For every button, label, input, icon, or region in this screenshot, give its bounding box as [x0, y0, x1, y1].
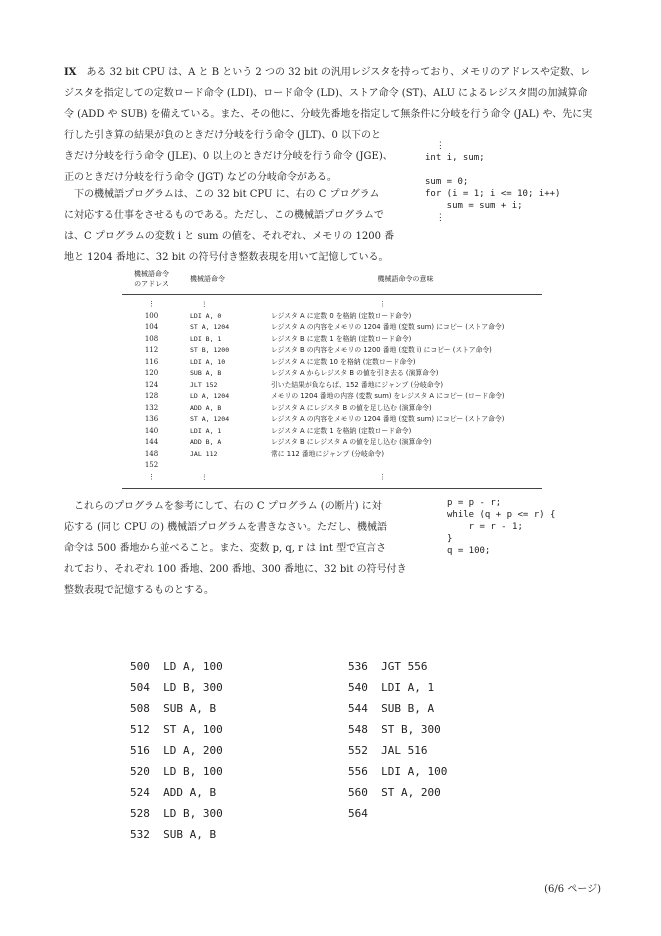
table-row — [122, 437, 542, 449]
meaning-cell: レジスタ A の内容をメモリの 1204 番地 (変数 sum) にコピー (ストア命令) — [271, 323, 505, 331]
answer-instruction: ADD A, B — [163, 786, 217, 799]
answer-instruction: ST A, 200 — [381, 786, 441, 799]
address-cell: 144 — [144, 438, 159, 446]
answer-line — [348, 782, 447, 803]
answer-address: 508 — [130, 702, 150, 715]
table-row — [122, 426, 542, 438]
table-row — [122, 380, 542, 392]
answer-instruction: SUB B, A — [381, 702, 435, 715]
address-cell: 152 — [144, 461, 159, 469]
address-cell: 148 — [144, 449, 159, 458]
address-cell: 108 — [144, 334, 159, 343]
col-header-meaning: 機械語命令の意味 — [269, 268, 542, 295]
table-row — [122, 334, 542, 346]
machine-code-table — [122, 268, 542, 483]
c-program-sum: ⋮ int i, sum; sum = 0; for (i = 1; i <= 10; i++) sum = sum + i; ⋮ — [425, 141, 561, 223]
answer-instruction: ST B, 300 — [381, 723, 441, 736]
answer-address: 504 — [130, 681, 150, 694]
answer-line — [130, 803, 223, 824]
answer-line — [348, 719, 447, 740]
table-row — [122, 449, 542, 461]
address-cell: 112 — [144, 346, 159, 354]
meaning-cell: レジスタ A の内容をメモリの 1204 番地 (変数 sum) にコピー (ストア命令) — [271, 415, 505, 423]
answer-line — [130, 740, 223, 761]
table-row-dots-bottom: ⋮ ⋮ ⋮ — [148, 472, 386, 481]
answer-address: 532 — [130, 828, 150, 841]
meaning-cell: レジスタ B に定数 1 を格納 (定数ロード命令) — [271, 334, 412, 343]
answer-line — [130, 698, 223, 719]
intro-line-5: きだけ分岐を行う命令 (JLE)、0 以上のときだけ分岐を行う命令 (JGE)、 — [64, 151, 393, 162]
answer-address: 500 — [130, 660, 150, 673]
meaning-cell: 引いた結果が負ならば、152 番地にジャンプ (分岐命令) — [271, 380, 443, 389]
answer-line — [130, 761, 223, 782]
meaning-cell: レジスタ A に定数 1 を格納 (定数ロード命令) — [271, 426, 412, 435]
address-cell: 104 — [144, 323, 159, 331]
intro-line-4: 行した引き算の結果が負のときだけ分岐を行う命令 (JLT)、0 以下のと — [64, 130, 382, 141]
instruction-cell: JAL 112 — [190, 449, 218, 458]
intro-line-6: 正のときだけ分岐を行う命令 (JGT) などの分岐命令がある。 — [64, 172, 337, 183]
answer-line — [348, 677, 447, 698]
meaning-cell: レジスタ B にレジスタ A の値を足し込む (演算命令) — [271, 438, 432, 446]
meaning-cell: レジスタ A からレジスタ B の値を引き去る (演算命令) — [271, 369, 439, 377]
answer-instruction: JGT 556 — [381, 660, 428, 673]
answer-line — [130, 719, 223, 740]
table-row-dots-top: ⋮ ⋮ ⋮ — [148, 300, 386, 308]
task-description: これらのプログラムを参考にして、右の C プログラム (の断片) に対 応する (同じ CPU の) 機械語プログラムを書きなさい。ただし、機械語 命令は 500 番地から並べること。また、変数 p, q, r は int 型で宣言さ れており、それぞれ 100 番地、200 番地、300 番地に、32 bit の符号付き 整数表現で記憶するものとする。 — [64, 501, 407, 596]
answer-line — [348, 761, 447, 782]
answer-address: 520 — [130, 765, 150, 778]
answer-address: 540 — [348, 681, 368, 694]
table-row — [122, 357, 542, 369]
meaning-cell: レジスタ A に定数 10 を格納 (定数ロード命令) — [271, 357, 416, 366]
meaning-cell: メモリの 1204 番地の内容 (変数 sum) をレジスタ A にコピー (ロード命令) — [271, 392, 505, 400]
answer-column-right — [348, 656, 447, 824]
answer-instruction: LD A, 100 — [163, 660, 223, 673]
answer-address: 528 — [130, 807, 150, 820]
answer-address: 556 — [348, 765, 368, 778]
table-row — [122, 311, 542, 323]
meaning-cell: レジスタ B の内容をメモリの 1200 番地 (変数 i) にコピー (ストア命令) — [271, 346, 492, 354]
table-row — [122, 368, 542, 380]
answer-address: 536 — [348, 660, 368, 673]
meaning-cell: 常に 112 番地にジャンプ (分岐命令) — [271, 449, 384, 458]
instruction-cell: LDI A, 0 — [190, 311, 222, 320]
answer-column-left — [130, 656, 223, 845]
answer-instruction: ST A, 100 — [163, 723, 223, 736]
answer-instruction: SUB A, B — [163, 828, 217, 841]
answer-instruction: SUB A, B — [163, 702, 217, 715]
instruction-cell: LDI B, 1 — [190, 334, 222, 343]
col-header-address: 機械語命令 のアドレス — [122, 268, 181, 295]
answer-address: 516 — [130, 744, 150, 757]
meaning-cell: レジスタ A に定数 0 を格納 (定数ロード命令) — [271, 311, 412, 320]
answer-address: 512 — [130, 723, 150, 736]
instruction-cell: LDI A, 10 — [190, 357, 226, 366]
address-cell: 128 — [144, 392, 159, 400]
intro-line-2: ジスタを指定しての定数ロード命令 (LDI)、ロード命令 (LD)、ストア命令 (ST)、ALU によるレジスタ間の加減算命 — [64, 88, 588, 99]
instruction-cell: ST B, 1200 — [190, 346, 230, 354]
table-row — [122, 414, 542, 426]
instruction-cell: ADD A, B — [190, 403, 222, 412]
table-row — [122, 345, 542, 357]
instruction-cell: LD A, 1204 — [190, 392, 230, 400]
col-header-instruction: 機械語命令 — [181, 268, 269, 295]
address-cell: 136 — [144, 415, 159, 423]
address-cell: 140 — [144, 426, 159, 435]
intro-line-1: IX ある 32 bit CPU は、A と B という 2 つの 32 bit の汎用レジスタを持っており、メモリのアドレスや定数、レ — [64, 67, 590, 78]
answer-line — [348, 698, 447, 719]
answer-address: 548 — [348, 723, 368, 736]
table-bottom-rule — [122, 488, 542, 489]
c-program-fragment: p = p - r; while (q + p <= r) { r = r - 1; } q = 100; — [447, 498, 556, 556]
answer-address: 552 — [348, 744, 368, 757]
table-row — [122, 322, 542, 334]
meaning-cell — [269, 460, 542, 472]
answer-instruction: LD B, 300 — [163, 681, 223, 694]
answer-line — [130, 656, 223, 677]
page-number: (6/6 ページ) — [544, 884, 601, 895]
answer-instruction: JAL 516 — [381, 744, 428, 757]
answer-line — [348, 803, 447, 824]
address-cell: 116 — [144, 357, 159, 366]
instruction-cell — [181, 460, 269, 472]
address-cell: 100 — [144, 311, 159, 320]
answer-address: 560 — [348, 786, 368, 799]
answer-instruction: LDI A, 1 — [381, 681, 435, 694]
address-cell: 132 — [144, 403, 159, 412]
answer-line — [130, 782, 223, 803]
instruction-cell: ST A, 1204 — [190, 323, 230, 331]
program-description: 下の機械語プログラムは、この 32 bit CPU に、右の C プログラム に対応する仕事をさせるものである。ただし、この機械語プログラムで は、C プログラムの変数 i と sum の値を、それぞれ、メモリの 1200 番 地と 1204 番地に、32 bit の符号付き整数表現を用いて記憶している。 — [64, 189, 395, 263]
answer-line — [130, 824, 223, 845]
address-cell: 124 — [144, 380, 159, 389]
table-row — [122, 460, 542, 472]
answer-line — [130, 677, 223, 698]
answer-address: 544 — [348, 702, 368, 715]
table-row — [122, 391, 542, 403]
answer-address: 524 — [130, 786, 150, 799]
answer-instruction: LDI A, 100 — [381, 765, 448, 778]
instruction-cell: LDI A, 1 — [190, 426, 222, 435]
answer-line — [348, 656, 447, 677]
answer-instruction: LD B, 300 — [163, 807, 223, 820]
answer-line — [348, 740, 447, 761]
instruction-cell: ADD B, A — [190, 438, 222, 446]
meaning-cell: レジスタ A にレジスタ B の値を足し込む (演算命令) — [271, 403, 432, 412]
problem-number: IX — [64, 67, 77, 78]
address-cell: 120 — [144, 369, 159, 377]
intro-line-3: 令 (ADD や SUB) を備えている。また、その他に、分岐先番地を指定して無条件に分岐を行う命令 (JAL) や、先に実 — [64, 109, 593, 120]
answer-instruction: LD B, 100 — [163, 765, 223, 778]
answer-address: 564 — [348, 807, 368, 820]
answer-instruction: LD A, 200 — [163, 744, 223, 757]
instruction-cell: ST A, 1204 — [190, 415, 230, 423]
instruction-cell: SUB A, B — [190, 369, 222, 377]
table-row — [122, 403, 542, 415]
instruction-cell: JLT 152 — [190, 380, 218, 389]
